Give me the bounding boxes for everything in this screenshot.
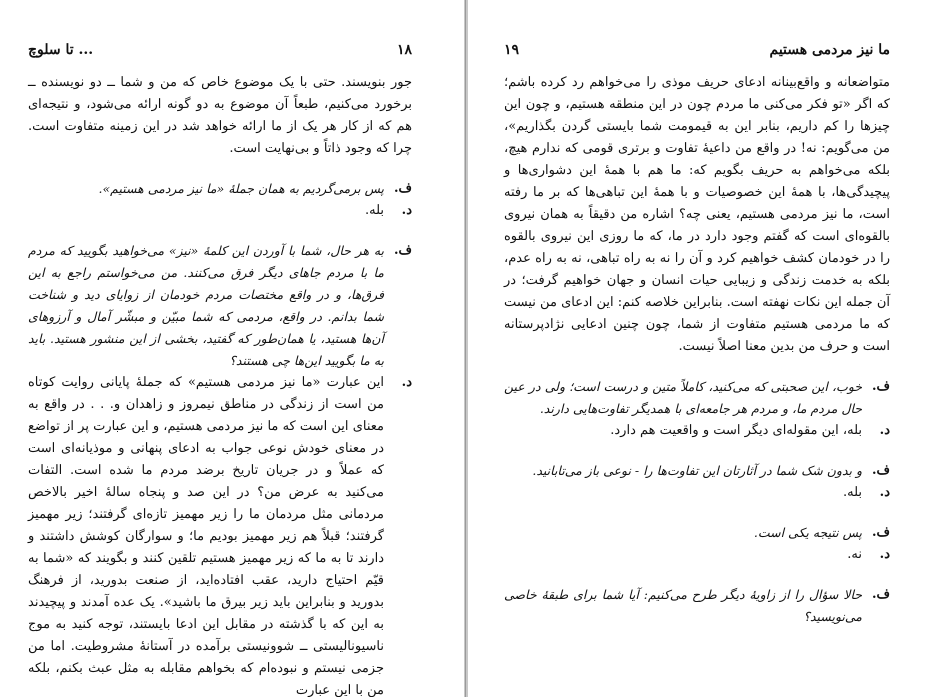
answer (504, 420, 890, 442)
question (504, 376, 890, 420)
question (504, 460, 890, 482)
speaker-label: ف. (871, 525, 890, 540)
answer (28, 200, 412, 222)
answer (504, 544, 890, 566)
paragraph: متواضعانه و واقع‌بینانه ادعای حریف موذی را می‌خواهم رد کرده باشم؛ که اگر «تو فکر می‌کنی ما مردم چون در این منطقه هستیم، و چون این چیزها را کم داریم، بنابر این به قیمومت شما بایستی گردن بگذاریم»، من می‌گویم: نه! در واقع من داعیهٔ تفاوت و برتری قومی که ندارم هیچ، بلکه می‌خواهم به حریف بگویم که: ما هم با همهٔ این دشواری‌ها و پیچیدگی‌ها، با همهٔ این خصوصیات و با همهٔ این تباهی‌ها که بر ما رفته است، ما نیز مردمی هستیم، یعنی چه؟ اشاره من دقیقاً به همان نیروی بالقوه‌ای است که گفتم وجود دارد در ما، که ما روزی این نیروی بالقوه را در خودمان کشف خواهیم کرد و آن را نه به راه تباهی، نه به راه عدم، بلکه به خدمت زندگی و زیبایی حیات انسان و جهان خواهیم گرفت؛ در آن جمله این نکات نهفته است. بنابراین خلاصه کنم: این ادعای من نیست که ما مردمی هستیم متفاوت از شما، چون چنین ادعایی نژادپرستانه است و حرف من بدین معنا اصلاً نیست. (504, 75, 890, 354)
speaker-label: د. (401, 375, 412, 390)
right-page-header (504, 40, 890, 60)
question-text: حالا سؤال را از زاویهٔ دیگر طرح می‌کنیم: آیا شما برای طبقهٔ خاصی می‌نویسید؟ (504, 587, 862, 624)
page-number: ۱۹ (504, 42, 520, 58)
speaker-label: د. (879, 485, 890, 500)
page-number: ۱۸ (396, 42, 412, 58)
question-text: پس برمی‌گردیم به همان جملهٔ «ما نیز مردمی هستیم». (98, 181, 384, 196)
left-page-header (28, 40, 412, 60)
answer-text: بله. (364, 203, 384, 218)
answer-text: این عبارت «ما نیز مردمی هستیم» که جملهٔ پایانی روایت کوتاه من است از زندگی در مناطق نیمروز و زاهدان و. . . در واقع به معنای این است که ما نیز مردمی هستیم، و این عبارت پر از تواضع در معنای خودش نوعی جواب به ادعای پنهانی و موذیانه‌ای است که عملاً و در جریان تاریخ برضد مردم ما شده است. التفات می‌کنید به عرض من؟ در این صد و پنجاه سالهٔ اخیر بالاخص مردمانی مثل مردمان ما را زیر مهمیز تازه‌ای گرفتند؛ زیر مهمیز گرفتند؛ قبلاً هم زیر مهمیز بودیم ما؛ و سوارگان کوشش داشتند و دارند تا به ما که زیر مهمیز هستیم تلقین کنند و بگویند که «شما به قیّم احتیاج دارید، عقب افتاده‌اید، از صنعت بدورید، از فرهنگ بدورید و بنابراین باید زیر بیرق ما باشید». یک عده آمدند و پیچیدند به این که با گذشته در مقابل این ادعا بایستند، توجه کنید به موج ناسیونالیستی ــ شوونیستی برآمده در آستانهٔ مشروطیت. اما من جزمی نیستم و نبوده‌ام که بخواهم مقابله به مثل عبث بکنم، بلکه من با این عبارت (28, 375, 384, 697)
speaker-label: ف. (871, 463, 890, 478)
answer (504, 482, 890, 504)
question-text: خوب، این صحبتی که می‌کنید، کاملاً متین و درست است؛ ولی در عین حال مردم ما، و مردم هر جامعه‌ای با همدیگر تفاوت‌هایی دارند. (504, 379, 862, 416)
question (28, 240, 412, 372)
speaker-label: د. (401, 203, 412, 218)
right-page (468, 0, 932, 697)
speaker-label: د. (879, 423, 890, 438)
question-text: به هر حال، شما با آوردن این کلمهٔ «نیز» می‌خواهید بگویید که مردم ما با مردم جاهای دیگر فرق می‌کنند. من می‌خواستم راجع به این فرق‌ها، و در واقع مختصات مردم خودمان از زوایای دید و شناخت شما بدانم. در واقع، مردمی که شما مبیّن و مبشّر آمال و آرزوهای آن‌ها هستید، یا همان‌طور که گفتید، بخشی از این منشور هستید. باید به ما بگویید این‌ها چی هستند؟ (28, 243, 384, 368)
left-page (0, 0, 464, 697)
question-text: پس نتیجه یکی است. (753, 525, 862, 540)
right-page-body (504, 72, 890, 628)
speaker-label: ف. (871, 587, 890, 602)
question (28, 178, 412, 200)
speaker-label: ف. (393, 181, 412, 196)
question (504, 522, 890, 544)
question (504, 584, 890, 628)
speaker-label: د. (879, 547, 890, 562)
running-title: ... تا سلوچ (28, 42, 94, 58)
answer (28, 372, 412, 697)
paragraph: جور بنویسند. حتی با یک موضوع خاص که من و شما ــ دو نویسنده ــ برخورد می‌کنیم، طبعاً آن موضوع به دو گونه ارائه می‌شود، و نتیجه‌ای هم که از کار هر یک از ما ارائه خواهد شد در این زمینه متفاوت است. چرا که وجود ذاتاً و بی‌نهایت است. (28, 75, 412, 156)
answer-text: بله، این مقوله‌ای دیگر است و واقعیت هم دارد. (610, 423, 862, 438)
speaker-label: ف. (393, 243, 412, 258)
answer-text: بله. (842, 485, 862, 500)
question-text: و بدون شک شما در آثارتان این تفاوت‌ها را - نوعی باز می‌تابانید. (532, 463, 862, 478)
running-title: ما نیز مردمی هستیم (769, 42, 890, 58)
left-page-body (28, 72, 412, 697)
speaker-label: ف. (871, 379, 890, 394)
answer-text: نه. (847, 547, 862, 562)
